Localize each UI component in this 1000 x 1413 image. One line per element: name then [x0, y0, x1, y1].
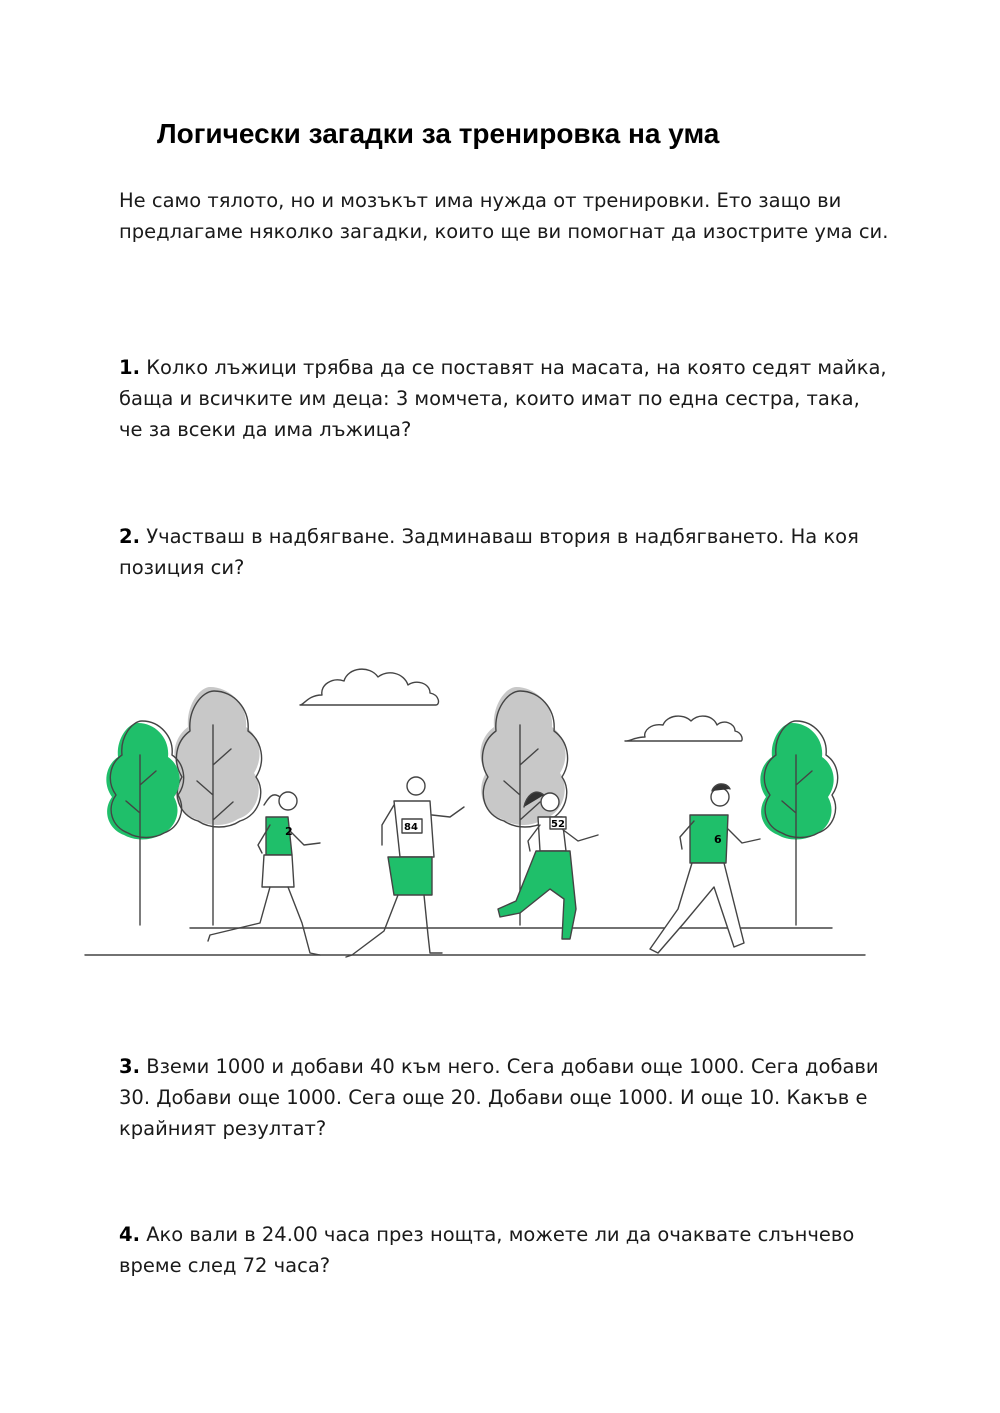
question-4-number: 4.	[119, 1223, 140, 1246]
runner-2	[346, 777, 464, 957]
question-1	[119, 352, 889, 445]
question-1-text: Колко лъжици трябва да се поставят на масата, на която седят майка, баща и всичките им деца: 3 момчета, които имат по една сестра, така, че за всеки да има лъжица?	[119, 356, 887, 441]
ground-line	[85, 928, 865, 955]
question-4	[119, 1219, 889, 1281]
question-2-number: 2.	[119, 525, 140, 548]
intro-paragraph: Не само тялото, но и мозъкът има нужда от тренировки. Ето защо ви предлагаме няколко загадки, които ще ви помогнат да изострите ума си.	[119, 189, 889, 243]
runners-illustration	[80, 665, 880, 965]
question-2	[119, 521, 889, 583]
tree-green-2	[760, 721, 837, 925]
cloud-icon	[625, 716, 742, 741]
question-2-text: Участваш в надбягване. Задминаваш втория в надбягването. На коя позиция си?	[119, 525, 859, 579]
question-4-text: Ако вали в 24.00 часа през нощта, можете ли да очаквате слънчево време след 72 часа?	[119, 1223, 855, 1277]
runner-4-bib: 6	[714, 833, 722, 846]
runner-1-bib: 2	[285, 825, 293, 838]
cloud-icon	[300, 669, 438, 705]
question-1-number: 1.	[119, 356, 140, 379]
tree-gray-1	[174, 687, 261, 925]
question-3-text: Вземи 1000 и добави 40 към него. Сега добави още 1000. Сега добави 30. Добави още 1000. Сега още 20. Добави още 1000. И още 10. Какъв е крайният резултат?	[119, 1055, 879, 1140]
question-3	[119, 1051, 889, 1144]
question-3-number: 3.	[119, 1055, 140, 1078]
page-title: Логически загадки за тренировка на ума	[157, 118, 720, 149]
runner-2-bib: 84	[404, 822, 418, 833]
tree-green-1	[106, 721, 183, 925]
runner-3-bib: 52	[551, 819, 565, 830]
